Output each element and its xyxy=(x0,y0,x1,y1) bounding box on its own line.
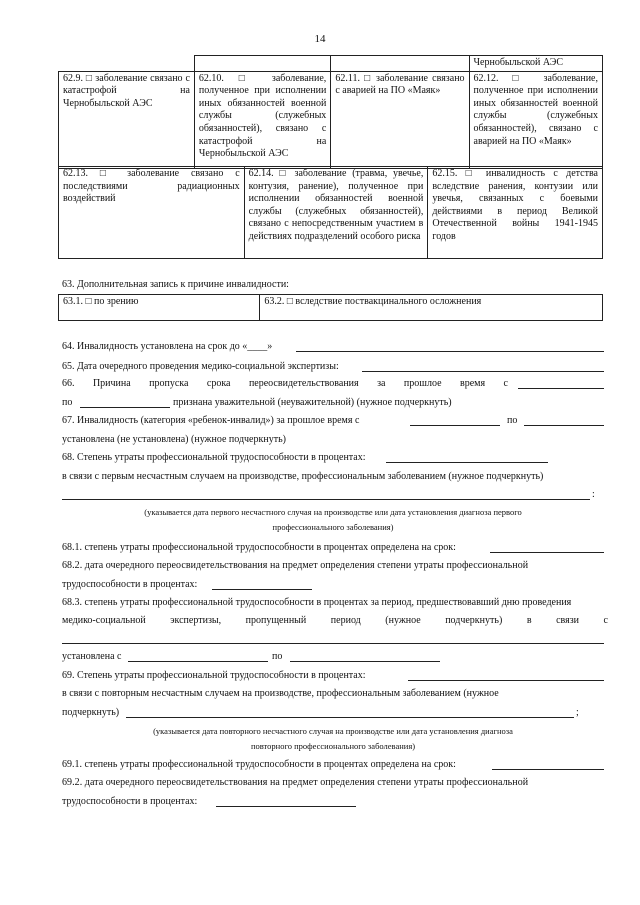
s67-rest: установлена (не установлена) (нужное подчеркнуть) xyxy=(62,434,286,445)
cell-62-14: 62.14. □ заболевание (травма, увечье, контузия, ранение), полученное при исполнении обязанностей военной службы (служебных обязанностей), связано с непосредственным участием в действиях подразделений особого риска xyxy=(244,167,428,259)
s68-colon: : xyxy=(592,489,595,500)
s66-rest: признана уважительной (неуважительной) (нужное подчеркнуть) xyxy=(173,397,452,408)
s68-3-line1: 68.3. степень утраты профессиональной трудоспособности в процентах за период, предшествовавший дню проведения xyxy=(62,597,572,608)
s68-title: 68. Степень утраты профессиональной трудоспособности в процентах: xyxy=(62,452,366,463)
cell-62-11: 62.11. □ заболевание связано с аварией на ПО «Маяк» xyxy=(331,71,469,168)
s69-field[interactable] xyxy=(408,680,604,681)
s67-to-field[interactable] xyxy=(524,425,604,426)
s68-date-field[interactable] xyxy=(62,499,590,500)
s65-label: 65. Дата очередного проведения медико-социальной экспертизы: xyxy=(62,361,339,372)
s68-3-po: по xyxy=(272,651,283,662)
s64-field[interactable] xyxy=(296,351,604,352)
s68-1-label: 68.1. степень утраты профессиональной трудоспособности в процентах определена на срок: xyxy=(62,542,456,553)
table-62-13-15 xyxy=(58,166,603,259)
cell-62-15: 62.15. □ инвалидность с детства вследствие ранения, контузии или увечья, связанных с боевыми действиями в период Великой Отечественной войны 1941-1945 годов xyxy=(428,167,603,259)
cell-63-2[interactable]: 63.2. □ вследствие поствакцинального осложнения xyxy=(260,295,603,321)
s68-line2: в связи с первым несчастным случаем на производстве, профессиональным заболеванием (нужное подчеркнуть) xyxy=(62,471,544,482)
s68-3-from-label: установлена с xyxy=(62,651,122,662)
s69-2-line1: 69.2. дата очередного переосвидетельствования на предмет определения степени утраты профессиональной xyxy=(62,777,529,788)
s68-3-reason-field[interactable] xyxy=(62,643,604,644)
s63-title: 63. Дополнительная запись к причине инвалидности: xyxy=(62,279,289,290)
s68-3-line2: медико-социальной экспертизы, пропущенный период (нужное подчеркнуть) в связи с xyxy=(62,615,608,626)
s69-2-line2: трудоспособности в процентах: xyxy=(62,796,198,807)
s65-field[interactable] xyxy=(362,371,604,372)
s66-from-field[interactable] xyxy=(518,388,604,389)
s69-line2: в связи с повторным несчастным случаем на производстве, профессиональным заболеванием (нужное xyxy=(62,688,499,699)
s67-from-field[interactable] xyxy=(410,425,500,426)
s69-1-field[interactable] xyxy=(492,769,604,770)
s69-title: 69. Степень утраты профессиональной трудоспособности в процентах: xyxy=(62,670,366,681)
cell-63-1[interactable]: 63.1. □ по зрению xyxy=(59,295,260,321)
table-63 xyxy=(58,294,603,321)
s68-1-field[interactable] xyxy=(490,552,604,553)
s69-1-label: 69.1. степень утраты профессиональной трудоспособности в процентах определена на срок: xyxy=(62,759,456,770)
s67-po: по xyxy=(507,415,518,426)
s69-note2: повторного профессионального заболевания) xyxy=(250,741,416,751)
s66-line1: 66. Причина пропуска срока переосвидетельствования за прошлое время с xyxy=(62,378,508,389)
s69-note1: (указывается дата повторного несчастного случая на производстве или дата установления диагноза xyxy=(153,726,513,736)
s68-2-line2: трудоспособности в процентах: xyxy=(62,579,198,590)
s69-date-field[interactable] xyxy=(126,717,574,718)
s69-2-field[interactable] xyxy=(216,806,356,807)
cell-62-12: 62.12. □ заболевание, полученное при исполнении иных обязанностей военной службы (служебных обязанностей), связано с аварией на ПО «Маяк» xyxy=(469,71,602,168)
s68-field[interactable] xyxy=(386,462,548,463)
cell-top-right: Чернобыльской АЭС xyxy=(469,56,602,72)
s68-note2: профессионального заболевания) xyxy=(272,522,394,532)
s66-to-field[interactable] xyxy=(80,407,170,408)
s68-2-field[interactable] xyxy=(212,589,312,590)
cell-62-9: 62.9. □ заболевание связано с катастрофой на Чернобыльской АЭС xyxy=(59,71,195,168)
s67-label: 67. Инвалидность (категория «ребенок-инвалид») за прошлое время с xyxy=(62,415,360,426)
s69-line3: подчеркнуть) xyxy=(62,707,120,718)
page-number: 14 xyxy=(314,33,326,45)
table-62-9-12 xyxy=(58,55,603,169)
cell-62-13: 62.13. □ заболевание связано с последствиями радиационных воздействий xyxy=(59,167,245,259)
s68-3-to-field[interactable] xyxy=(290,661,440,662)
cell-62-10: 62.10. □ заболевание, полученное при исполнении иных обязанностей военной службы (служебных обязанностей), связано с катастрофой на Чернобыльской АЭС xyxy=(194,71,330,168)
s69-colon: ; xyxy=(576,707,579,718)
s68-2-line1: 68.2. дата очередного переосвидетельствования на предмет определения степени утраты профессиональной xyxy=(62,560,529,571)
s68-3-from-field[interactable] xyxy=(128,661,268,662)
s64-label: 64. Инвалидность установлена на срок до «____» xyxy=(62,341,273,352)
s68-note1: (указывается дата первого несчастного случая на производстве или дата установления диагноза первого xyxy=(144,507,522,517)
s66-po: по xyxy=(62,397,73,408)
